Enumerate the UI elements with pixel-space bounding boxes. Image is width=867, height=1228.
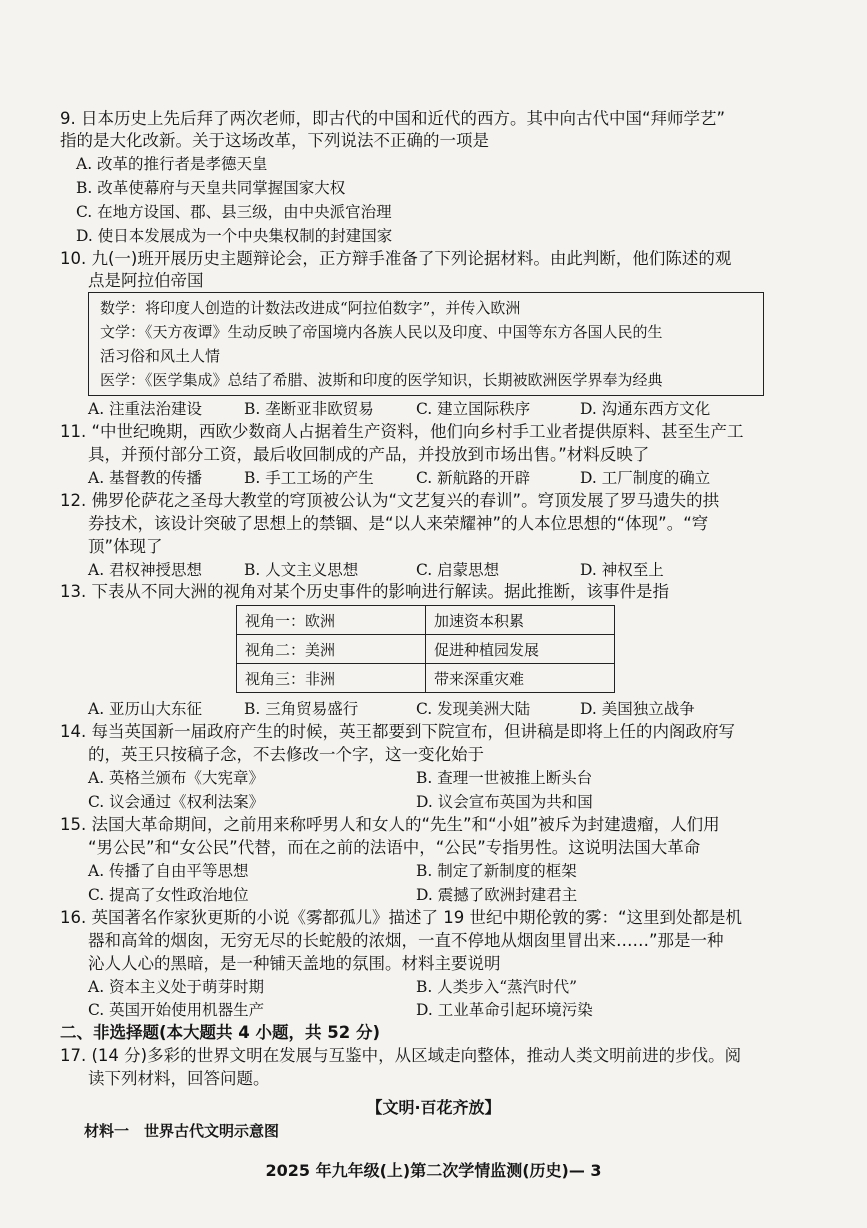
q11-stem-line1: 11. “中世纪晚期，西欧少数商人占据着生产资料，他们向乡村手工业者提供原料、甚至生产工 [60,422,744,441]
q17-material1-label: 材料一 世界古代文明示意图 [84,1122,280,1140]
table-cell: 视角二：美洲 [237,635,426,664]
q16-stem-line3: 沁人人心的黑暗，是一种铺天盖地的氛围。材料主要说明 [88,954,501,973]
q16-stem-line1: 16. 英国著名作家狄更斯的小说《雾都孤儿》描述了 19 世纪中期伦敦的雾：“这里到处都是机 [60,908,743,927]
table-row [237,606,615,635]
q16-option-a: A. 资本主义处于萌芽时期 [88,978,265,996]
q14-stem-line1: 14. 每当英国新一届政府产生的时候，英王都要到下院宣布，但讲稿是即将上任的内阁政府写 [60,722,735,741]
table-cell: 带来深重灾难 [426,664,615,693]
q11-option-b: B. 手工工场的产生 [244,469,374,487]
q10-box-line3: 活习俗和风土人情 [100,347,221,365]
q12-option-d: D. 神权至上 [580,561,664,579]
q12-stem-line3: 顶”体现了 [88,537,163,556]
q12-option-a: A. 君权神授思想 [88,561,203,579]
page-footer: 2025 年九年级(上)第二次学情监测(历史)— 3 [265,1161,602,1180]
q14-stem-line2: 的，英王只按稿子念，不去修改一个字，这一变化始于 [88,745,484,764]
q17-stem-line2: 读下列材料，回答问题。 [88,1069,270,1088]
q16-option-b: B. 人类步入“蒸汽时代” [416,978,578,996]
q17-subtitle: 【文明·百花齐放】 [366,1098,501,1117]
table-cell: 视角一：欧洲 [237,606,426,635]
q14-option-d: D. 议会宣布英国为共和国 [416,793,593,811]
q13-option-c: C. 发现美洲大陆 [416,700,531,718]
q9-stem-line1: 9. 日本历史上先后拜了两次老师，即古代的中国和近代的西方。其中向古代中国“拜师学艺” [60,109,726,128]
q11-option-c: C. 新航路的开辟 [416,469,531,487]
q9-option-a: A. 改革的推行者是孝德天皇 [76,155,268,173]
q13-option-a: A. 亚历山大东征 [88,700,203,718]
section-heading: 二、非选择题(本大题共 4 小题，共 52 分) [60,1023,381,1042]
q15-option-c: C. 提高了女性政治地位 [88,886,249,904]
q9-option-b: B. 改革使幕府与天皇共同掌握国家大权 [76,179,346,197]
q10-box-line2: 文学：《天方夜谭》生动反映了帝国境内各族人民以及印度、中国等东方各国人民的生 [100,323,663,341]
table-cell: 加速资本积累 [426,606,615,635]
q16-stem-line2: 器和高耸的烟囱，无穷无尽的长蛇般的浓烟，一直不停地从烟囱里冒出来……”那是一种 [88,931,724,950]
q14-option-b: B. 查理一世被推上断头台 [416,769,593,787]
q15-stem-line2: “男公民”和“女公民”代替，而在之前的法语中，“公民”专指男性。这说明法国大革命 [88,838,701,857]
q16-option-c: C. 英国开始使用机器生产 [88,1001,265,1019]
q9-option-c: C. 在地方设国、郡、县三级，由中央派官治理 [76,203,392,221]
table-cell: 促进种植园发展 [426,635,615,664]
q14-option-a: A. 英格兰颁布《大宪章》 [88,769,265,787]
q10-option-a: A. 注重法治建设 [88,400,203,418]
q10-box-line1: 数学：将印度人创造的计数法改进成“阿拉伯数字”，并传入欧洲 [100,299,521,317]
q10-material-box [88,292,764,396]
q9-option-d: D. 使日本发展成为一个中央集权制的封建国家 [76,227,393,245]
table-row [237,635,615,664]
q13-stem: 13. 下表从不同大洲的视角对某个历史事件的影响进行解读。据此推断，该事件是指 [60,582,669,601]
q12-option-c: C. 启蒙思想 [416,561,500,579]
table-row [237,664,615,693]
q15-option-b: B. 制定了新制度的框架 [416,862,577,880]
q9-stem-line2: 指的是大化改新。关于这场改革，下列说法不正确的一项是 [60,131,489,150]
q10-option-b: B. 垄断亚非欧贸易 [244,400,374,418]
q10-stem-line2: 点是阿拉伯帝国 [88,271,204,290]
q16-option-d: D. 工业革命引起环境污染 [416,1001,593,1019]
q11-option-a: A. 基督教的传播 [88,469,203,487]
q13-option-d: D. 美国独立战争 [580,700,695,718]
q13-perspective-table [236,605,615,693]
q12-stem-line2: 券技术，该设计突破了思想上的禁锢、是“以人来荣耀神”的人本位思想的“体现”。“穹 [88,514,709,533]
q11-option-d: D. 工厂制度的确立 [580,469,711,487]
q15-option-a: A. 传播了自由平等思想 [88,862,249,880]
q10-option-d: D. 沟通东西方文化 [580,400,711,418]
q12-option-b: B. 人文主义思想 [244,561,359,579]
q13-option-b: B. 三角贸易盛行 [244,700,359,718]
table-cell: 视角三：非洲 [237,664,426,693]
q15-option-d: D. 震撼了欧洲封建君主 [416,886,578,904]
q10-option-c: C. 建立国际秩序 [416,400,531,418]
q10-stem-line1: 10. 九(一)班开展历史主题辩论会，正方辩手准备了下列论据材料。由此判断，他们陈述的观 [60,249,732,268]
q10-box-line4: 医学：《医学集成》总结了希腊、波斯和印度的医学知识，长期被欧洲医学界奉为经典 [100,371,663,389]
q15-stem-line1: 15. 法国大革命期间，之前用来称呼男人和女人的“先生”和“小姐”被斥为封建遗瘤，人们用 [60,815,720,834]
q17-stem-line1: 17. (14 分)多彩的世界文明在发展与互鉴中，从区域走向整体，推动人类文明前进的步伐。阅 [60,1046,742,1065]
q14-option-c: C. 议会通过《权利法案》 [88,793,265,811]
q12-stem-line1: 12. 佛罗伦萨花之圣母大教堂的穹顶被公认为“文艺复兴的春训”。穹顶发展了罗马遗失的拱 [60,491,720,510]
q11-stem-line2: 具，并预付部分工资，最后收回制成的产品，并投放到市场出售。”材料反映了 [88,445,650,464]
